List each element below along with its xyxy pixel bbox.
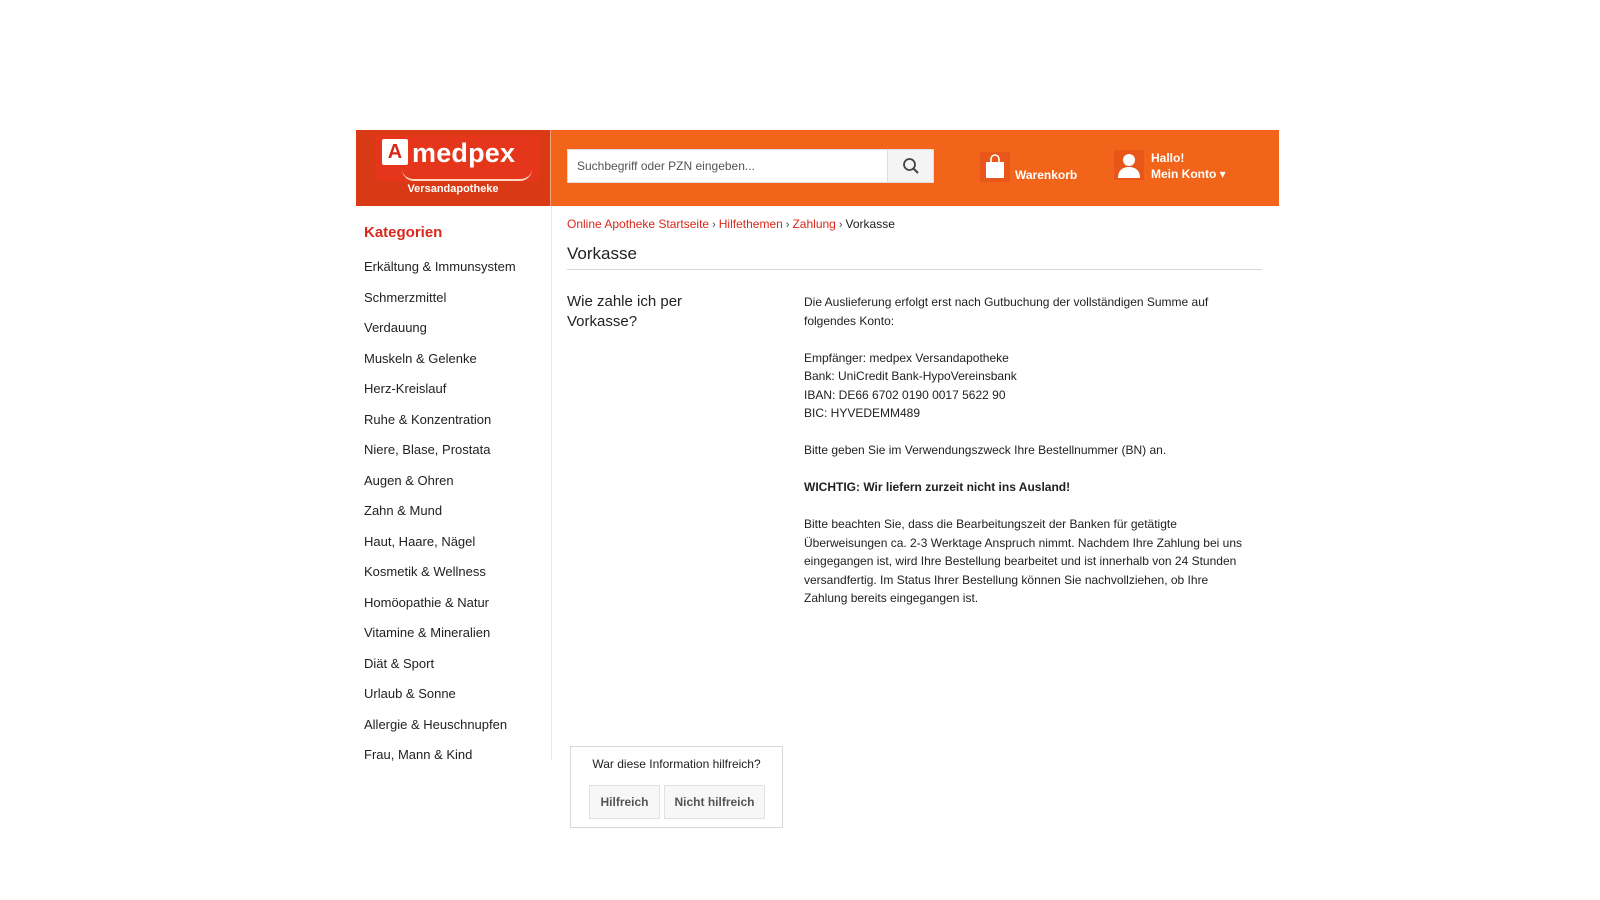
account-menu[interactable] <box>1114 150 1226 182</box>
category-item[interactable]: Vitamine & Mineralien <box>364 625 491 640</box>
account-greeting: Hallo! <box>1151 151 1185 165</box>
category-item[interactable]: Herz-Kreislauf <box>364 381 447 396</box>
account-text <box>1151 150 1226 182</box>
answer-note: Bitte beachten Sie, dass die Bearbeitungszeit der Banken für getätigte Überweisungen ca. 2-3 Werktage Anspruch nimmt. Nachdem Ihre Zahlung bei uns eingegangen ist, wird Ihre Bestellung bearbeitet und ist innerhalb von 24 Stunden versandfertig. Im Status Ihrer Bestellung können Sie nachvollziehen, ob Ihre Zahlung bereits eingegangen ist. <box>804 517 1243 605</box>
cart-button[interactable] <box>980 152 1077 182</box>
breadcrumb-separator: › <box>785 219 790 231</box>
account-label: Mein Konto ▾ <box>1151 167 1226 181</box>
answer-intro: Die Auslieferung erfolgt erst nach Gutbuchung der vollständigen Summe auf folgendes Konto: <box>804 295 1209 328</box>
category-item[interactable]: Urlaub & Sonne <box>364 686 456 701</box>
logo-badge <box>376 135 540 181</box>
category-item[interactable]: Homöopathie & Natur <box>364 594 490 610</box>
logo-subtitle: Versandapotheke <box>407 183 499 195</box>
breadcrumb-separator: › <box>712 219 716 231</box>
category-item[interactable]: Erkältung & Immunsystem <box>364 259 516 274</box>
category-item[interactable]: Ruhe & Konzentration <box>364 411 492 427</box>
page-container <box>356 130 1279 809</box>
not-helpful-button[interactable]: Nicht hilfreich <box>664 785 765 819</box>
shopping-bag-icon <box>980 152 1010 182</box>
logo-swoosh-icon <box>402 169 532 181</box>
category-item[interactable]: Kosmetik & Wellness <box>364 564 486 579</box>
category-item[interactable]: Zahn & Mund <box>364 503 443 518</box>
category-sidebar <box>356 206 552 760</box>
answer-reference: Bitte geben Sie im Verwendungszweck Ihre Bestellnummer (BN) an. <box>804 443 1167 457</box>
cart-label: Warenkorb <box>1015 168 1078 182</box>
breadcrumb-home[interactable]: Online Apotheke Startseite <box>567 217 710 231</box>
logo-text: medpex <box>412 138 516 168</box>
feedback-box <box>570 746 783 828</box>
feedback-question: War diese Information hilfreich? <box>592 757 761 771</box>
answer-recipient: Empfänger: medpex Versandapotheke <box>804 350 1009 365</box>
breadcrumb-payment[interactable]: Zahlung <box>792 217 836 231</box>
search-icon <box>902 157 920 175</box>
answer-iban: IBAN: DE66 6702 0190 0017 5622 90 <box>804 387 1006 402</box>
category-item[interactable]: Diät & Sport <box>364 655 435 671</box>
search-button[interactable] <box>888 149 934 183</box>
faq-answer <box>804 293 1254 626</box>
category-item[interactable]: Allergie & Heuschnupfen <box>364 716 508 732</box>
category-item[interactable]: Niere, Blase, Prostata <box>364 442 491 457</box>
logo[interactable] <box>356 130 551 206</box>
search-input[interactable] <box>567 149 888 183</box>
breadcrumb-current: Vorkasse <box>845 217 895 231</box>
search-bar <box>567 149 934 183</box>
category-item[interactable]: Muskeln & Gelenke <box>364 350 477 366</box>
category-item[interactable]: Frau, Mann & Kind <box>364 747 473 762</box>
breadcrumb-separator: › <box>838 219 843 231</box>
category-item[interactable]: Haut, Haare, Nägel <box>364 533 476 549</box>
faq-question: Wie zahle ich per Vorkasse? <box>567 293 683 330</box>
site-header <box>356 130 1279 206</box>
page-title: Vorkasse <box>567 244 1262 270</box>
helpful-button[interactable]: Hilfreich <box>589 785 660 819</box>
category-item[interactable]: Verdauung <box>364 320 427 335</box>
answer-bic: BIC: HYVEDEMM489 <box>804 406 921 420</box>
user-icon <box>1114 150 1144 180</box>
answer-bank: Bank: UniCredit Bank-HypoVereinsbank <box>804 369 1017 383</box>
category-item[interactable]: Augen & Ohren <box>364 472 454 488</box>
category-item[interactable]: Schmerzmittel <box>364 289 447 305</box>
breadcrumb <box>567 217 895 231</box>
category-list <box>364 252 516 771</box>
pharmacy-a-icon: A <box>382 139 408 165</box>
sidebar-title: Kategorien <box>364 224 443 241</box>
answer-important: WICHTIG: Wir liefern zurzeit nicht ins Ausland! <box>804 480 1071 494</box>
breadcrumb-help[interactable]: Hilfethemen <box>718 217 783 231</box>
